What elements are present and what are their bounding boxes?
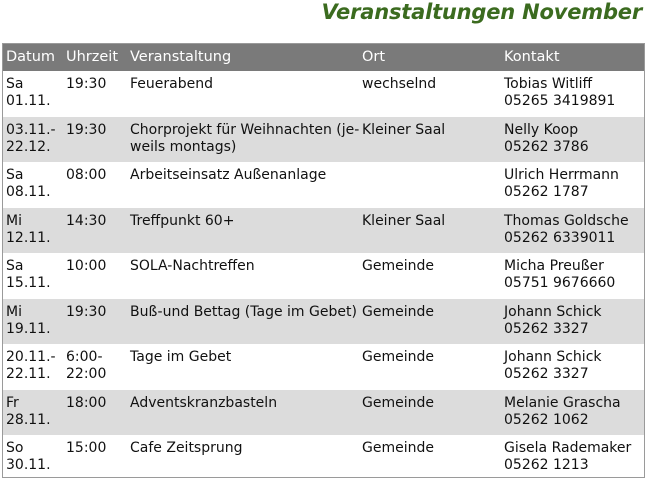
- cell-time: [63, 390, 127, 436]
- cell-event-line: Arbeitseinsatz Außenanlage: [130, 167, 327, 183]
- cell-event-line: Buß-und Bettag (Tage im Gebet): [130, 303, 357, 320]
- cell-place: [359, 117, 501, 163]
- cell-contact: [501, 390, 644, 436]
- table-row: [3, 253, 644, 299]
- table-row: [3, 117, 644, 163]
- cell-event-line: Cafe Zeitsprung: [130, 440, 243, 456]
- cell-contact: [501, 299, 644, 345]
- column-header-place: Ort: [362, 49, 386, 65]
- cell-event-line: SOLA-Nachtreffen: [130, 258, 255, 274]
- cell-event: [127, 208, 359, 254]
- cell-date-line: 15.11.: [6, 275, 51, 291]
- cell-contact-line: Melanie Grascha: [504, 394, 621, 411]
- cell-date: [3, 390, 63, 436]
- column-header-contact: Kontakt: [504, 49, 560, 65]
- cell-date-line: Sa: [6, 258, 24, 274]
- cell-date-line: Sa: [6, 76, 24, 92]
- cell-date-line: 22.11.: [6, 366, 51, 382]
- column-header-date: Datum: [6, 49, 56, 65]
- cell-event-line: weils montags): [130, 138, 237, 155]
- cell-place: [359, 162, 501, 208]
- cell-contact: [501, 208, 644, 254]
- cell-date: [3, 208, 63, 254]
- cell-time: [63, 162, 127, 208]
- cell-contact: [501, 162, 644, 208]
- cell-date: [3, 435, 63, 481]
- cell-date: [3, 71, 63, 117]
- table-row: [3, 435, 644, 481]
- cell-place: [359, 344, 501, 390]
- cell-event-line: Treffpunkt 60+: [130, 212, 235, 229]
- cell-place-text: Gemeinde: [362, 349, 434, 365]
- cell-place-text: Gemeinde: [362, 440, 434, 456]
- cell-date-line: So: [6, 440, 24, 456]
- cell-event: [127, 435, 359, 481]
- cell-time-line: 19:30: [66, 303, 107, 320]
- cell-date-line: 20.11.-: [6, 349, 56, 365]
- column-header-event: Veranstaltung: [130, 49, 232, 65]
- cell-event-line: Adventskranzbasteln: [130, 394, 278, 411]
- cell-event: [127, 299, 359, 345]
- cell-time-line: 08:00: [66, 167, 107, 183]
- cell-event: [127, 162, 359, 208]
- cell-contact-line: 05262 1213: [504, 457, 589, 473]
- cell-date: [3, 162, 63, 208]
- table-row: [3, 344, 644, 390]
- cell-date: [3, 253, 63, 299]
- table-row: [3, 162, 644, 208]
- cell-date-line: 22.12.: [6, 138, 51, 155]
- cell-date-line: 19.11.: [6, 320, 51, 337]
- cell-date-line: Sa: [6, 167, 24, 183]
- cell-contact-line: 05262 1787: [504, 184, 589, 200]
- cell-contact-line: Micha Preußer: [504, 258, 604, 274]
- cell-place-text: wechselnd: [362, 76, 437, 92]
- table-body: [3, 71, 644, 481]
- cell-place: [359, 71, 501, 117]
- cell-date-line: 01.11.: [6, 93, 51, 109]
- cell-contact: [501, 71, 644, 117]
- cell-place: [359, 208, 501, 254]
- table-row: [3, 390, 644, 436]
- cell-contact-line: Nelly Koop: [504, 121, 579, 138]
- table-row: [3, 208, 644, 254]
- cell-contact-line: 05262 3327: [504, 366, 589, 382]
- cell-contact-line: Johann Schick: [504, 303, 602, 320]
- cell-event: [127, 253, 359, 299]
- cell-time-line: 22:00: [66, 366, 107, 382]
- cell-time: [63, 71, 127, 117]
- cell-place-text: Gemeinde: [362, 258, 434, 274]
- cell-contact: [501, 344, 644, 390]
- cell-event-line: Tage im Gebet: [130, 349, 232, 365]
- cell-date-line: Mi: [6, 303, 22, 320]
- cell-contact: [501, 253, 644, 299]
- cell-time-line: 18:00: [66, 394, 107, 411]
- cell-date-line: 28.11.: [6, 411, 51, 428]
- cell-place: [359, 253, 501, 299]
- cell-time: [63, 435, 127, 481]
- cell-contact-line: Tobias Witliff: [504, 76, 593, 92]
- events-table: [2, 43, 645, 478]
- cell-date-line: 30.11.: [6, 457, 51, 473]
- cell-date: [3, 344, 63, 390]
- cell-event: [127, 71, 359, 117]
- cell-time: [63, 344, 127, 390]
- cell-time: [63, 117, 127, 163]
- cell-date-line: 08.11.: [6, 184, 51, 200]
- cell-place: [359, 299, 501, 345]
- cell-date-line: Mi: [6, 212, 22, 229]
- cell-time: [63, 208, 127, 254]
- cell-time-line: 14:30: [66, 212, 107, 229]
- cell-time-line: 19:30: [66, 121, 107, 138]
- cell-time-line: 19:30: [66, 76, 107, 92]
- cell-date-line: 12.11.: [6, 229, 51, 246]
- cell-event: [127, 344, 359, 390]
- cell-contact-line: 05751 9676660: [504, 275, 616, 291]
- cell-contact-line: Ulrich Herrmann: [504, 167, 619, 183]
- cell-date-line: 03.11.-: [6, 121, 56, 138]
- table-row: [3, 299, 644, 345]
- table-header: [3, 44, 644, 71]
- cell-time: [63, 253, 127, 299]
- cell-contact-line: 05262 3786: [504, 138, 589, 155]
- cell-place-text: Gemeinde: [362, 394, 434, 411]
- cell-contact: [501, 435, 644, 481]
- cell-date: [3, 299, 63, 345]
- cell-place-text: Kleiner Saal: [362, 121, 446, 138]
- cell-contact-line: Johann Schick: [504, 349, 602, 365]
- cell-time: [63, 299, 127, 345]
- cell-contact: [501, 117, 644, 163]
- cell-place: [359, 390, 501, 436]
- cell-time-line: 10:00: [66, 258, 107, 274]
- cell-event: [127, 117, 359, 163]
- cell-contact-line: 05262 6339011: [504, 229, 616, 246]
- column-header-time: Uhrzeit: [66, 49, 119, 65]
- table-row: [3, 71, 644, 117]
- cell-contact-line: 05262 1062: [504, 411, 589, 428]
- cell-contact-line: 05265 3419891: [504, 93, 616, 109]
- cell-event-line: Feuerabend: [130, 76, 213, 92]
- cell-contact-line: Gisela Rademaker: [504, 440, 632, 456]
- cell-event: [127, 390, 359, 436]
- cell-date: [3, 117, 63, 163]
- cell-place-text: Gemeinde: [362, 303, 434, 320]
- cell-time-line: 15:00: [66, 440, 107, 456]
- cell-time-line: 6:00-: [66, 349, 103, 365]
- cell-contact-line: Thomas Goldsche: [504, 212, 629, 229]
- cell-contact-line: 05262 3327: [504, 320, 589, 337]
- cell-event-line: Chorprojekt für Weihnachten (je-: [130, 121, 359, 138]
- cell-place: [359, 435, 501, 481]
- cell-date-line: Fr: [6, 394, 19, 411]
- page-title: Veranstaltungen November: [321, 0, 642, 24]
- cell-place-text: Kleiner Saal: [362, 212, 446, 229]
